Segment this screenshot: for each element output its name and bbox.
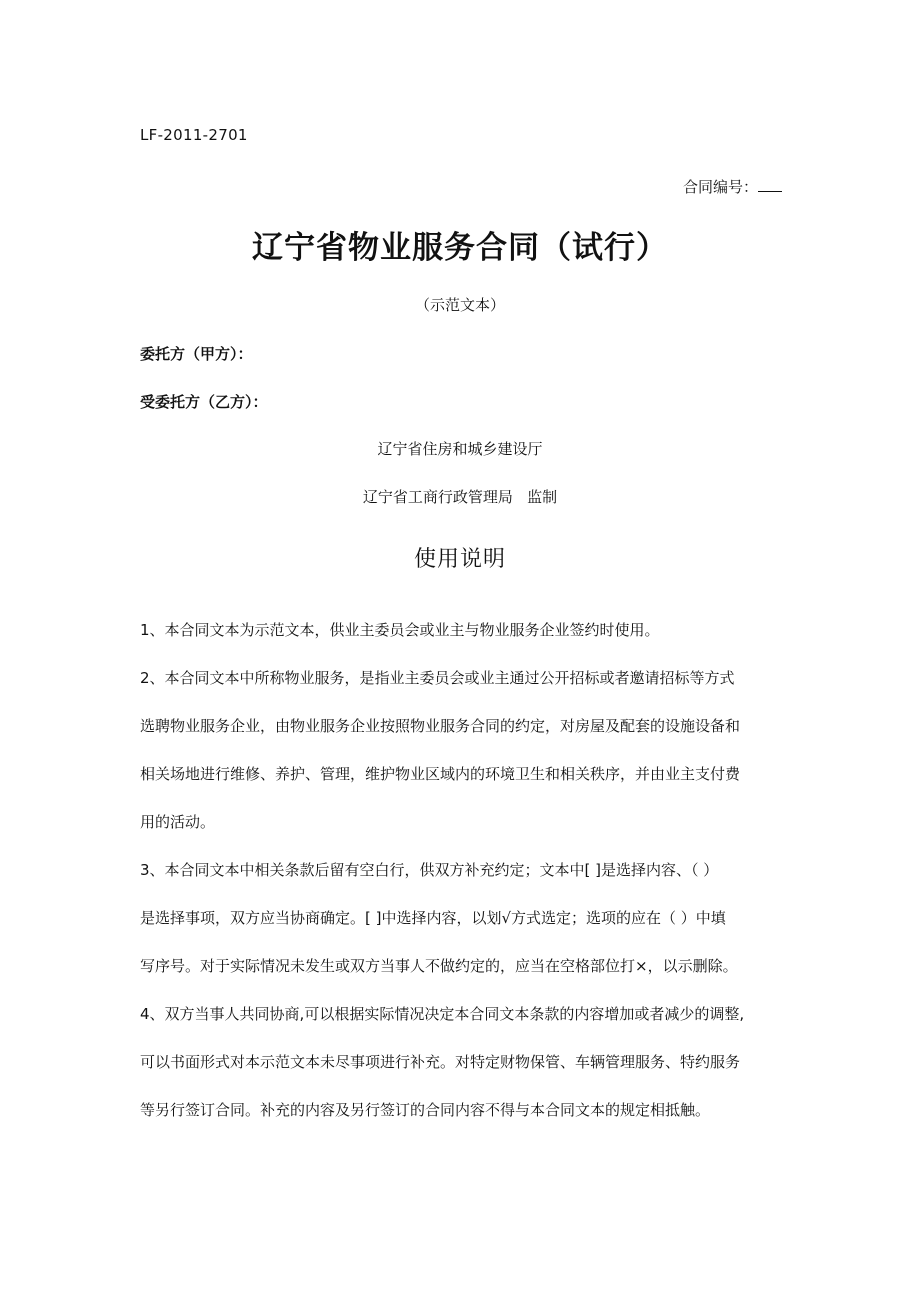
instruction-line: 是选择事项，双方应当协商确定。[ ]中选择内容，以划√方式选定；选项的应在（ ）中填 [140,909,726,927]
instruction-line: 3、本合同文本中相关条款后留有空白行，供双方补充约定；文本中[ ]是选择内容、（ ） [140,861,719,879]
instruction-line: 等另行签订合同。补充的内容及另行签订的合同内容不得与本合同文本的规定相抵触。 [140,1101,711,1119]
issuer-line-2: 辽宁省工商行政管理局 监制 [362,488,558,506]
instructions-heading: 使用说明 [413,547,506,572]
contract-number-field [683,176,782,197]
instruction-line: 可以书面形式对本示范文本未尽事项进行补充。对特定财物保管、车辆管理服务、特约服务 [140,1053,741,1071]
party-a-label: 委托方（甲方）： [140,345,253,363]
party-b-label: 受委托方（乙方）： [140,393,268,411]
instruction-line: 4、双方当事人共同协商,可以根据实际情况决定本合同文本条款的内容增加或者减少的调整, [140,1005,745,1023]
document-code: LF-2011-2701 [140,126,248,144]
instructions-body [140,606,792,1134]
contract-number-label: 合同编号： [682,178,758,196]
instruction-line: 选聘物业服务企业，由物业服务企业按照物业服务合同的约定，对房屋及配套的设施设备和 [140,717,741,735]
document-title: 辽宁省物业服务合同（试行） [252,230,668,266]
contract-number-blank [758,177,782,192]
instruction-line: 相关场地进行维修、养护、管理，维护物业区域内的环境卫生和相关秩序，并由业主支付费 [140,765,741,783]
instruction-line: 用的活动。 [140,813,216,831]
instruction-line: 2、本合同文本中所称物业服务，是指业主委员会或业主通过公开招标或者邀请招标等方式 [140,669,735,687]
instruction-line: 1、本合同文本为示范文本，供业主委员会或业主与物业服务企业签约时使用。 [140,621,660,639]
document-subtitle: （示范文本） [414,296,505,314]
instruction-line: 写序号。对于实际情况未发生或双方当事人不做约定的，应当在空格部位打×，以示删除。 [140,957,738,975]
issuer-line-1: 辽宁省住房和城乡建设厅 [377,440,543,458]
